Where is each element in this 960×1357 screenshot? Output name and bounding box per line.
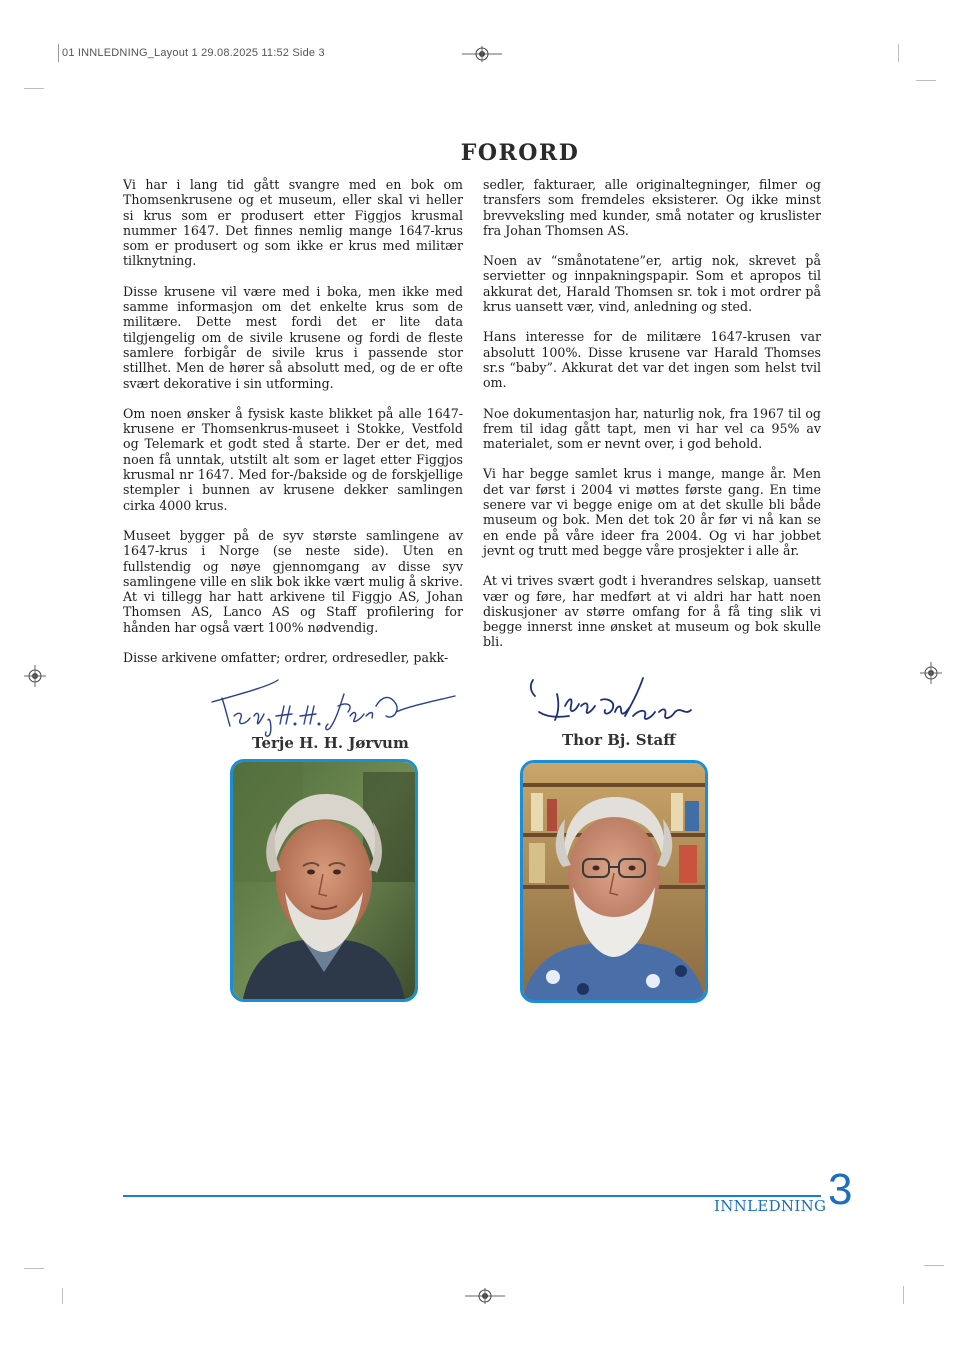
crop-mark: [924, 1265, 944, 1266]
author-name: Thor Bj. Staff: [562, 731, 676, 749]
crop-mark: [24, 1268, 44, 1269]
crop-mark: [62, 1288, 63, 1304]
paragraph: Noen av “smånotatene”er, artig nok, skrevet på servietter og innpakningspapir. Som et apropos til akkurat det, Harald Thomsen sr. tok i mot ordrer på krus uansett vær, vind, anledning og sted.: [483, 253, 821, 315]
paragraph: Vi har i lang tid gått svangre med en bok om Thomsenkrusene og et museum, eller skal vi heller si krus som er produsert etter Figgjos krusmal nummer 1647. Det finnes nemlig mange 1647-krus som er produsert og som ikke er krus med militær tilknytning.: [123, 177, 463, 269]
portrait-thor-image: [523, 763, 705, 1000]
paragraph: sedler, fakturaer, alle originaltegninger, filmer og transfers som fremdeles eksisterer. Og ikke minst brevveksling med kunder, små notater og kruslister fra Johan Thomsen AS.: [483, 177, 821, 238]
author-name: Terje H. H. Jørvum: [252, 734, 409, 752]
paragraph: Disse arkivene omfatter; ordrer, ordresedler, pakk-: [123, 650, 449, 666]
page-title: FORORD: [460, 140, 580, 166]
crop-mark: [916, 80, 936, 81]
portrait-terje-image: [233, 762, 415, 999]
print-slug: 01 INNLEDNING_Layout 1 29.08.2025 11:52 Side 3: [62, 47, 325, 59]
crop-mark: [898, 44, 899, 62]
left-column: [123, 177, 463, 680]
paragraph: Om noen ønsker å fysisk kaste blikket på alle 1647-krusene er Thomsenkrus-museet i Stokke, Vestfold og Telemark et godt sted å starte. Der er det, med noen få unntak, utstilt alt som er laget etter Figgjos krusmal nr 1647. Med for-/bakside og de forskjellige stempler i bunnen av krusene dekker samlingen cirka 4000 krus.: [123, 405, 463, 513]
footer-section-label: INNLEDNING: [714, 1197, 827, 1215]
paragraph: Hans interesse for de militære 1647-krusen var absolutt 100%. Disse krusene var Harald Thomses sr.s “baby”. Akkurat det var det ingen som helst tvil om.: [483, 329, 821, 391]
registration-mark-right-icon: [920, 662, 942, 684]
paragraph: Disse krusene vil være med i boka, men ikke med samme informasjon om det enkelte krus som de militære. Dette mest fordi det er lite data tilgjengelig om de sivile krusene og fordi de fleste samlere forbigår de sivile krus i passende stor stillhet. Men de hører så absolutt med, og de er ofte svært dekorative i sin utforming.: [123, 283, 463, 391]
paragraph: At vi trives svært godt i hverandres selskap, uansett vær og føre, har medført at vi aldri har hatt noen diskusjoner av større omfang for å få ting slik vi begge innerst inne ønsket at museum og bok skulle bli.: [483, 573, 821, 650]
slug-bar: [58, 44, 59, 62]
signature-thor-icon: [525, 672, 705, 734]
registration-mark-top-icon: [462, 44, 502, 64]
paragraph: Vi har begge samlet krus i mange, mange år. Men det var først i 2004 vi møttes første gang. En time senere var vi begge enige om at det skulle bli både museum og bok. Men det tok 20 år før vi nå kan se en ende på våre ideer fra 2004. Og vi har jobbet jevnt og trutt med begge våre prosjekter i alle år.: [483, 466, 821, 558]
page-number: 3: [828, 1165, 853, 1214]
signature-terje-icon: [200, 676, 465, 738]
portrait-terje: [230, 759, 418, 1002]
crop-mark: [24, 88, 44, 89]
registration-mark-left-icon: [24, 665, 46, 687]
right-column: [483, 177, 821, 665]
paragraph: Noe dokumentasjon har, naturlig nok, fra 1967 til og frem til idag gått tapt, men vi har vel ca 95% av materialet, som er nevnt over, i god behold.: [483, 405, 821, 452]
portrait-thor: [520, 760, 708, 1003]
paragraph: Museet bygger på de syv største samlingene av 1647-krus i Norge (se neste side). Uten en fullstendig og nøye gjennomgang av disse syv samlingene ville en slik bok ikke vært mulig å skrive. At vi tillegg har hatt arkivene til Figgjo AS, Johan Thomsen AS, Lanco AS og Staff profilering for hånden har også vært 100% nødvendig.: [123, 527, 463, 635]
registration-mark-bottom-icon: [465, 1286, 505, 1306]
crop-mark: [903, 1286, 904, 1304]
